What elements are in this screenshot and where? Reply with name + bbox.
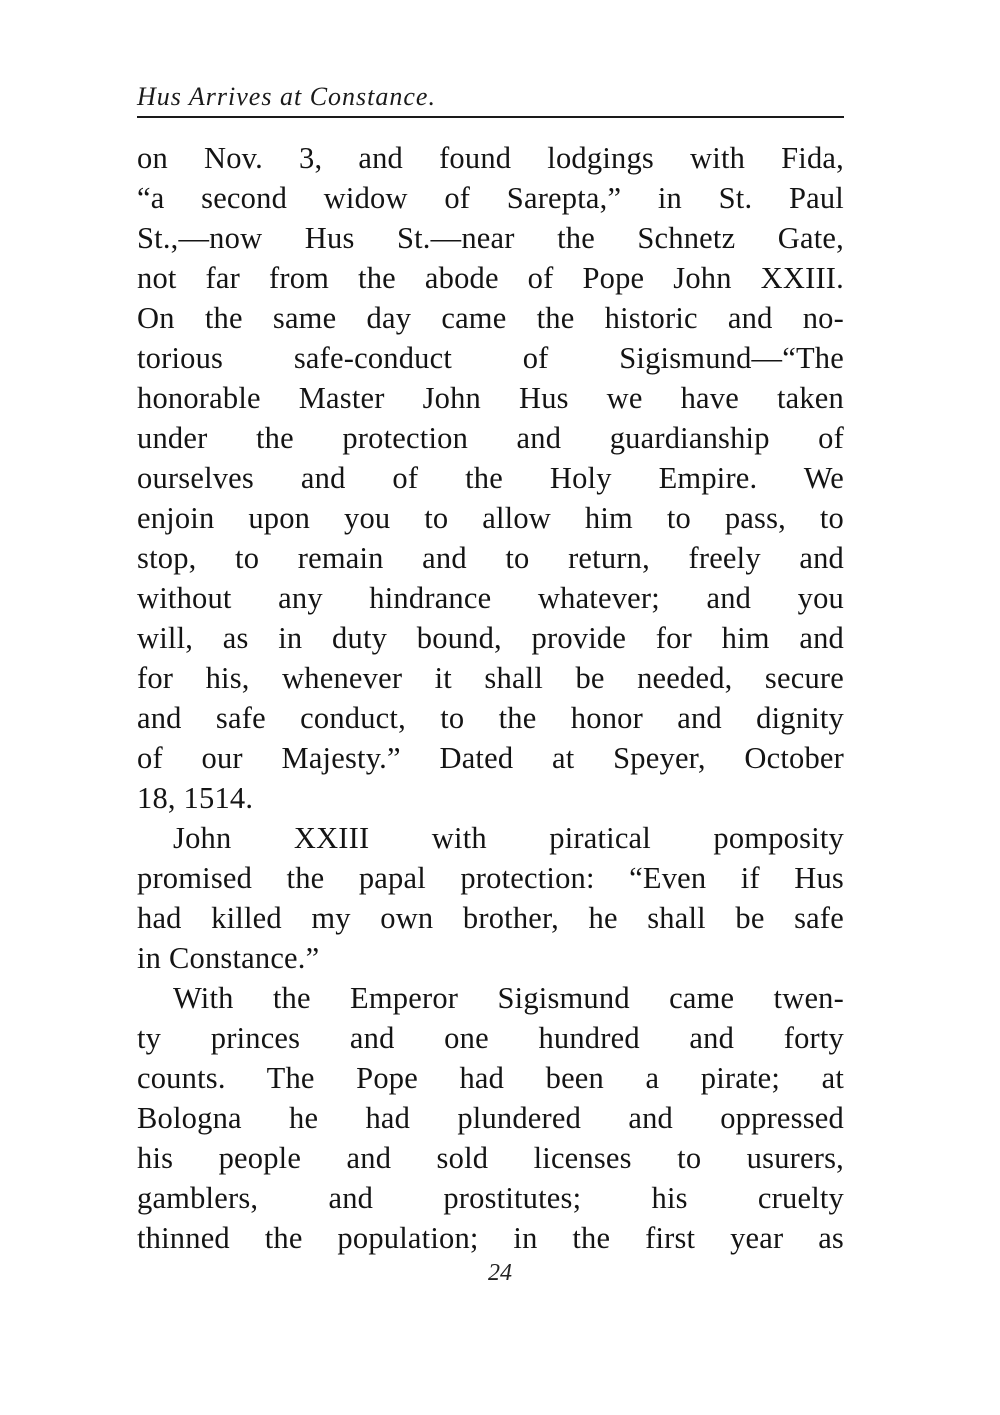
text-line: under the protection and guardianship of	[137, 421, 844, 455]
text-line: stop, to remain and to return, freely and	[137, 541, 844, 575]
text-line: honorable Master John Hus we have taken	[137, 381, 844, 415]
text-line: not far from the abode of Pope John XXIII.	[137, 261, 844, 295]
text-line: John XXIII with piratical pomposity	[173, 821, 844, 855]
running-head: Hus Arrives at Constance.	[137, 82, 436, 111]
header-rule	[137, 116, 844, 118]
text-line: of our Majesty.” Dated at Speyer, October	[137, 741, 844, 775]
text-line: without any hindrance whatever; and you	[137, 581, 844, 615]
text-line: counts. The Pope had been a pirate; at	[137, 1061, 844, 1095]
text-line: will, as in duty bound, provide for him and	[137, 621, 844, 655]
text-line: gamblers, and prostitutes; his cruelty	[137, 1181, 844, 1215]
text-line: had killed my own brother, he shall be safe	[137, 901, 844, 935]
text-line: Bologna he had plundered and oppressed	[137, 1101, 844, 1135]
text-line: With the Emperor Sigismund came twen-	[173, 981, 844, 1015]
text-line: torious safe-conduct of Sigismund—“The	[137, 341, 844, 375]
text-line: ty princes and one hundred and forty	[137, 1021, 844, 1055]
text-line: in Constance.”	[137, 941, 320, 975]
body-text	[137, 138, 844, 1258]
text-line: “a second widow of Sarepta,” in St. Paul	[137, 181, 844, 215]
text-line: promised the papal protection: “Even if Hus	[137, 861, 844, 895]
text-line: and safe conduct, to the honor and dignity	[137, 701, 844, 735]
text-line: St.,—now Hus St.—near the Schnetz Gate,	[137, 221, 844, 255]
text-line: for his, whenever it shall be needed, secure	[137, 661, 844, 695]
text-line: his people and sold licenses to usurers,	[137, 1141, 844, 1175]
text-line: on Nov. 3, and found lodgings with Fida,	[137, 141, 844, 175]
page-number: 24	[488, 1260, 512, 1286]
text-line: ourselves and of the Holy Empire. We	[137, 461, 844, 495]
text-line: On the same day came the historic and no-	[137, 301, 844, 335]
text-line: thinned the population; in the first year as	[137, 1221, 844, 1255]
text-line: 18, 1514.	[137, 781, 254, 815]
text-line: enjoin upon you to allow him to pass, to	[137, 501, 844, 535]
